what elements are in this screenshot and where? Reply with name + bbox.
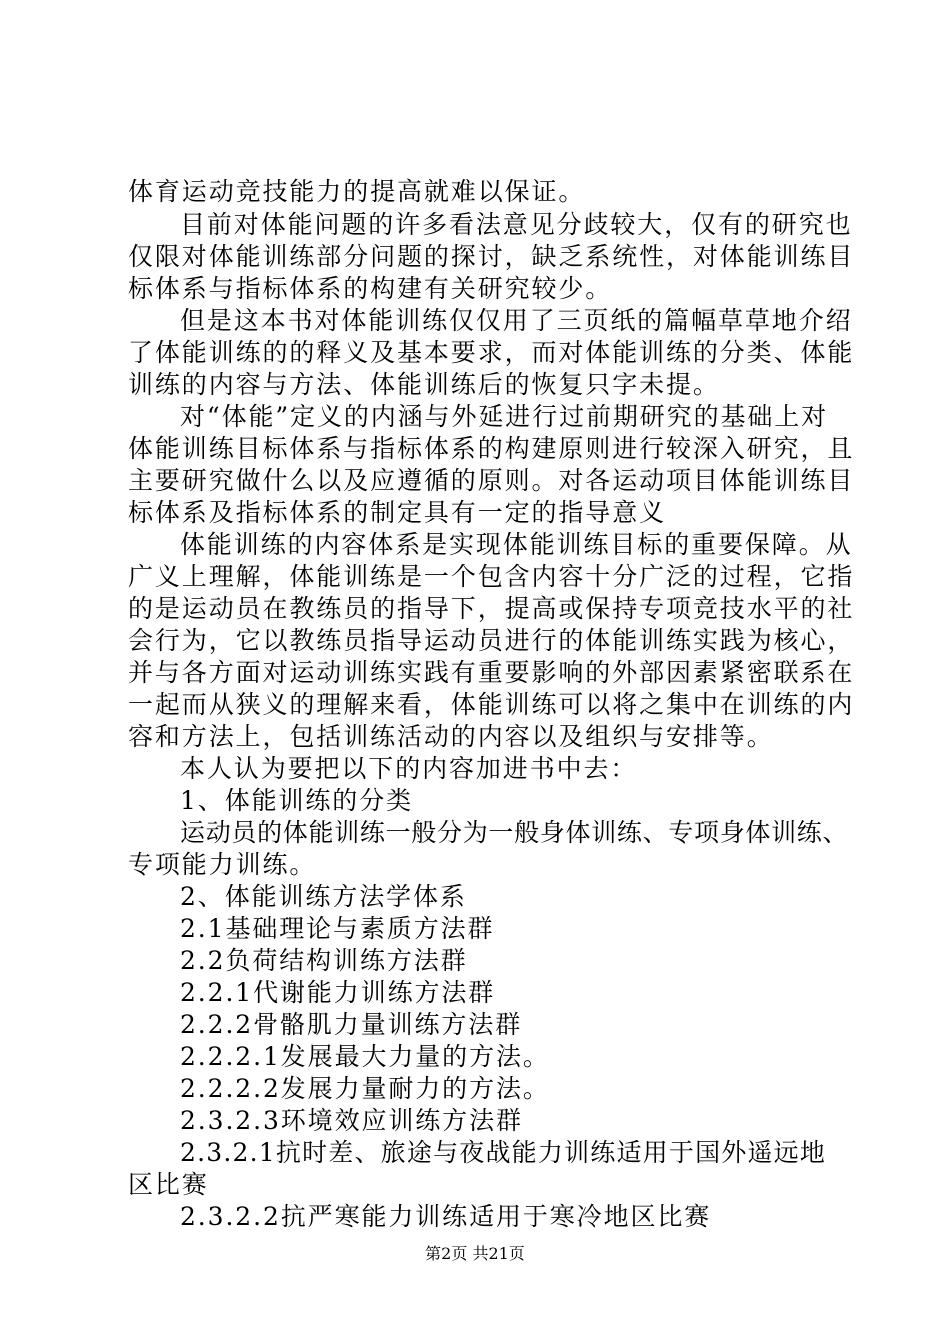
text-line-16: 并与各方面对运动训练实践有重要影响的外部因素紧密联系在 [128, 658, 855, 687]
text-line-32: 区比赛 [128, 1170, 209, 1199]
text-line-20: 1、体能训练的分类 [180, 786, 414, 815]
text-line-17: 一起而从狭义的理解来看，体能训练可以将之集中在训练的内 [128, 690, 855, 719]
text-line-1: 体育运动竞技能力的提高就难以保证。 [128, 177, 586, 206]
page-number-footer: 第2页 共21页 [425, 1244, 525, 1263]
text-line-33: 2.3.2.2抗严寒能力训练适用于寒冷地区比赛 [180, 1202, 712, 1231]
text-line-3: 仅限对体能训练部分问题的探讨，缺乏系统性，对体能训练目 [128, 242, 855, 271]
text-line-9: 体能训练目标体系与指标体系的构建原则进行较深入研究，且 [128, 434, 855, 463]
text-line-28: 2.2.2.1发展最大力量的方法。 [180, 1042, 550, 1071]
text-line-25: 2.2负荷结构训练方法群 [180, 946, 468, 975]
text-line-14: 的是运动员在教练员的指导下，提高或保持专项竞技水平的社 [128, 594, 855, 623]
text-line-22: 专项能力训练。 [128, 850, 317, 879]
text-line-31: 2.3.2.1抗时差、旅途与夜战能力训练适用于国外遥远地 [180, 1138, 827, 1167]
text-line-10: 主要研究做什么以及应遵循的原则。对各运动项目体能训练目 [128, 466, 855, 495]
text-line-12: 体能训练的内容体系是实现体能训练目标的重要保障。从 [180, 530, 853, 559]
text-line-7: 训练的内容与方法、体能训练后的恢复只字未提。 [128, 370, 720, 399]
text-line-2: 目前对体能问题的许多看法意见分歧较大，仅有的研究也 [180, 210, 853, 239]
text-line-6: 了体能训练的的释义及基本要求，而对体能训练的分类、体能 [128, 338, 855, 367]
text-line-11: 标体系及指标体系的制定具有一定的指导意义 [128, 498, 667, 527]
text-line-26: 2.2.1代谢能力训练方法群 [180, 978, 496, 1007]
text-line-13: 广义上理解，体能训练是一个包含内容十分广泛的过程，它指 [128, 562, 855, 591]
text-line-27: 2.2.2骨骼肌力量训练方法群 [180, 1010, 523, 1039]
text-line-4: 标体系与指标体系的构建有关研究较少。 [128, 274, 613, 303]
text-line-30: 2.3.2.3环境效应训练方法群 [180, 1106, 523, 1135]
text-line-24: 2.1基础理论与素质方法群 [180, 914, 495, 943]
text-line-19: 本人认为要把以下的内容加进书中去： [180, 754, 638, 783]
text-line-15: 会行为，它以教练员指导运动员进行的体能训练实践为核心， [128, 626, 855, 655]
text-line-21: 运动员的体能训练一般分为一般身体训练、专项身体训练、 [180, 818, 849, 847]
text-line-29: 2.2.2.2发展力量耐力的方法。 [180, 1074, 550, 1103]
text-line-18: 容和方法上，包括训练活动的内容以及组织与安排等。 [128, 722, 774, 751]
text-line-5: 但是这本书对体能训练仅仅用了三页纸的篇幅草草地介绍 [180, 306, 853, 335]
text-line-8: 对“体能”定义的内涵与外延进行过前期研究的基础上对 [180, 402, 829, 431]
text-line-23: 2、体能训练方法学体系 [180, 882, 467, 911]
